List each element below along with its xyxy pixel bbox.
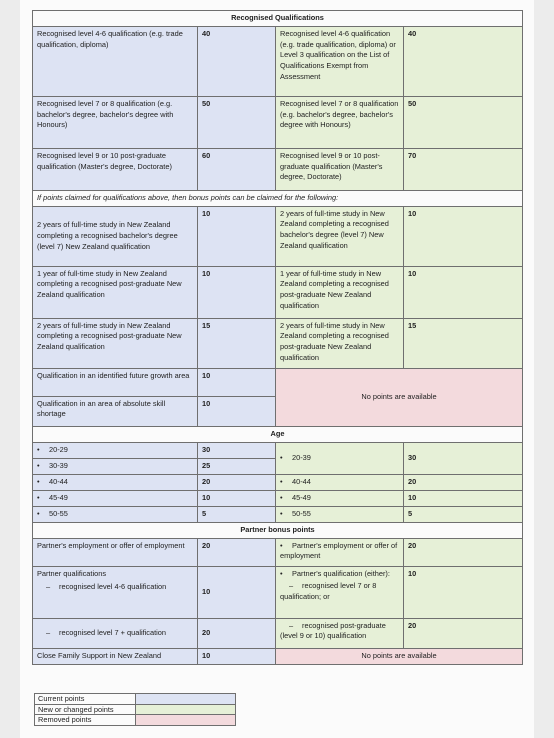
new-points: 70 <box>404 149 523 191</box>
new-points: 10 <box>404 566 523 618</box>
current-points: 10 <box>198 566 276 618</box>
current-criterion: Close Family Support in New Zealand <box>33 648 198 664</box>
table-row <box>33 266 523 318</box>
current-criterion: Recognised level 4-6 qualification (e.g. trade qualification, diploma) <box>33 27 198 97</box>
new-points: 10 <box>404 266 523 318</box>
age-range: • 50-55 <box>276 506 404 522</box>
no-points-cell: No points are available <box>276 648 523 664</box>
legend-swatch <box>136 715 236 726</box>
current-criterion: – recognised level 7 + qualification <box>33 618 198 648</box>
legend-label: New or changed points <box>35 704 136 715</box>
current-points: 50 <box>198 97 276 149</box>
table-row <box>33 566 523 618</box>
current-criterion: 2 years of full-time study in New Zealand completing a recognised bachelor's degree (level 7) New Zealand qualification <box>33 206 198 266</box>
age-range: • 40-44 <box>33 474 198 490</box>
new-criterion: Recognised level 7 or 8 qualification (e.g. bachelor's degree, bachelor's degree with Honours) <box>276 97 404 149</box>
new-criterion: Recognised level 9 or 10 post-graduate qualification (Master's degree, Doctorate) <box>276 149 404 191</box>
current-points: 60 <box>198 149 276 191</box>
current-points: 10 <box>198 368 276 396</box>
current-points: 20 <box>198 538 276 566</box>
age-points: 30 <box>404 442 523 474</box>
new-criterion: Recognised level 4-6 qualification (e.g. trade qualification, diploma) or Level 3 qualification on the List of Qualifications Exempt from Assessment <box>276 27 404 97</box>
age-points: 10 <box>404 490 523 506</box>
current-criterion: Partner qualifications – recognised level 4-6 qualification <box>33 566 198 618</box>
new-points: 50 <box>404 97 523 149</box>
current-criterion: Partner's employment or offer of employment <box>33 538 198 566</box>
table-row <box>33 149 523 191</box>
current-points: 40 <box>198 27 276 97</box>
section-header-partner: Partner bonus points <box>33 522 523 538</box>
table-row <box>33 618 523 648</box>
table-row <box>33 368 523 396</box>
table-row <box>33 206 523 266</box>
table-row <box>33 538 523 566</box>
legend-row <box>35 715 236 726</box>
bonus-note: If points claimed for qualifications above, then bonus points can be claimed for the following: <box>33 191 523 207</box>
age-range: • 40-44 <box>276 474 404 490</box>
new-criterion: 2 years of full-time study in New Zealand completing a recognised post-graduate New Zealand qualification <box>276 318 404 368</box>
age-range: • 45-49 <box>276 490 404 506</box>
age-range: • 50-55 <box>33 506 198 522</box>
table-row <box>33 490 523 506</box>
section-header-qualifications: Recognised Qualifications <box>33 11 523 27</box>
age-points: 5 <box>198 506 276 522</box>
new-points: 20 <box>404 538 523 566</box>
current-criterion: Recognised level 7 or 8 qualification (e.g. bachelor's degree, bachelor's degree with Honours) <box>33 97 198 149</box>
age-points: 20 <box>404 474 523 490</box>
table-row <box>33 442 523 458</box>
table-row <box>33 27 523 97</box>
new-criterion: 1 year of full-time study in New Zealand completing a recognised post-graduate New Zealand qualification <box>276 266 404 318</box>
legend-swatch <box>136 694 236 705</box>
new-points: 10 <box>404 206 523 266</box>
legend-row <box>35 704 236 715</box>
color-legend <box>34 693 236 726</box>
document-page <box>20 0 534 738</box>
points-table <box>32 10 523 665</box>
current-criterion: Qualification in an area of absolute skill shortage <box>33 396 198 426</box>
legend-row <box>35 694 236 705</box>
table-row <box>33 97 523 149</box>
new-points: 40 <box>404 27 523 97</box>
current-points: 10 <box>198 266 276 318</box>
age-range: • 30-39 <box>33 458 198 474</box>
legend-label: Removed points <box>35 715 136 726</box>
age-points: 10 <box>198 490 276 506</box>
new-points: 20 <box>404 618 523 648</box>
age-points: 20 <box>198 474 276 490</box>
current-points: 10 <box>198 206 276 266</box>
current-points: 15 <box>198 318 276 368</box>
new-criterion: – recognised post-graduate (level 9 or 10) qualification <box>276 618 404 648</box>
legend-swatch <box>136 704 236 715</box>
section-header-age: Age <box>33 426 523 442</box>
current-criterion: 1 year of full-time study in New Zealand completing a recognised post-graduate New Zealand qualification <box>33 266 198 318</box>
current-points: 10 <box>198 648 276 664</box>
current-points: 10 <box>198 396 276 426</box>
age-range: • 45-49 <box>33 490 198 506</box>
age-points: 25 <box>198 458 276 474</box>
new-criterion: 2 years of full-time study in New Zealand completing a recognised bachelor's degree (level 7) New Zealand qualification <box>276 206 404 266</box>
table-row <box>33 318 523 368</box>
current-criterion: 2 years of full-time study in New Zealand completing a recognised post-graduate New Zealand qualification <box>33 318 198 368</box>
table-row <box>33 648 523 664</box>
legend-label: Current points <box>35 694 136 705</box>
table-row <box>33 506 523 522</box>
current-criterion: Recognised level 9 or 10 post-graduate qualification (Master's degree, Doctorate) <box>33 149 198 191</box>
age-range: • 20-29 <box>33 442 198 458</box>
age-points: 30 <box>198 442 276 458</box>
new-criterion: • Partner's employment or offer of employment <box>276 538 404 566</box>
no-points-cell: No points are available <box>276 368 523 426</box>
table-row <box>33 474 523 490</box>
age-points: 5 <box>404 506 523 522</box>
age-range: • 20-39 <box>276 442 404 474</box>
new-points: 15 <box>404 318 523 368</box>
current-criterion: Qualification in an identified future growth area <box>33 368 198 396</box>
new-criterion: • Partner's qualification (either): – recognised level 7 or 8 qualification; or <box>276 566 404 618</box>
current-points: 20 <box>198 618 276 648</box>
